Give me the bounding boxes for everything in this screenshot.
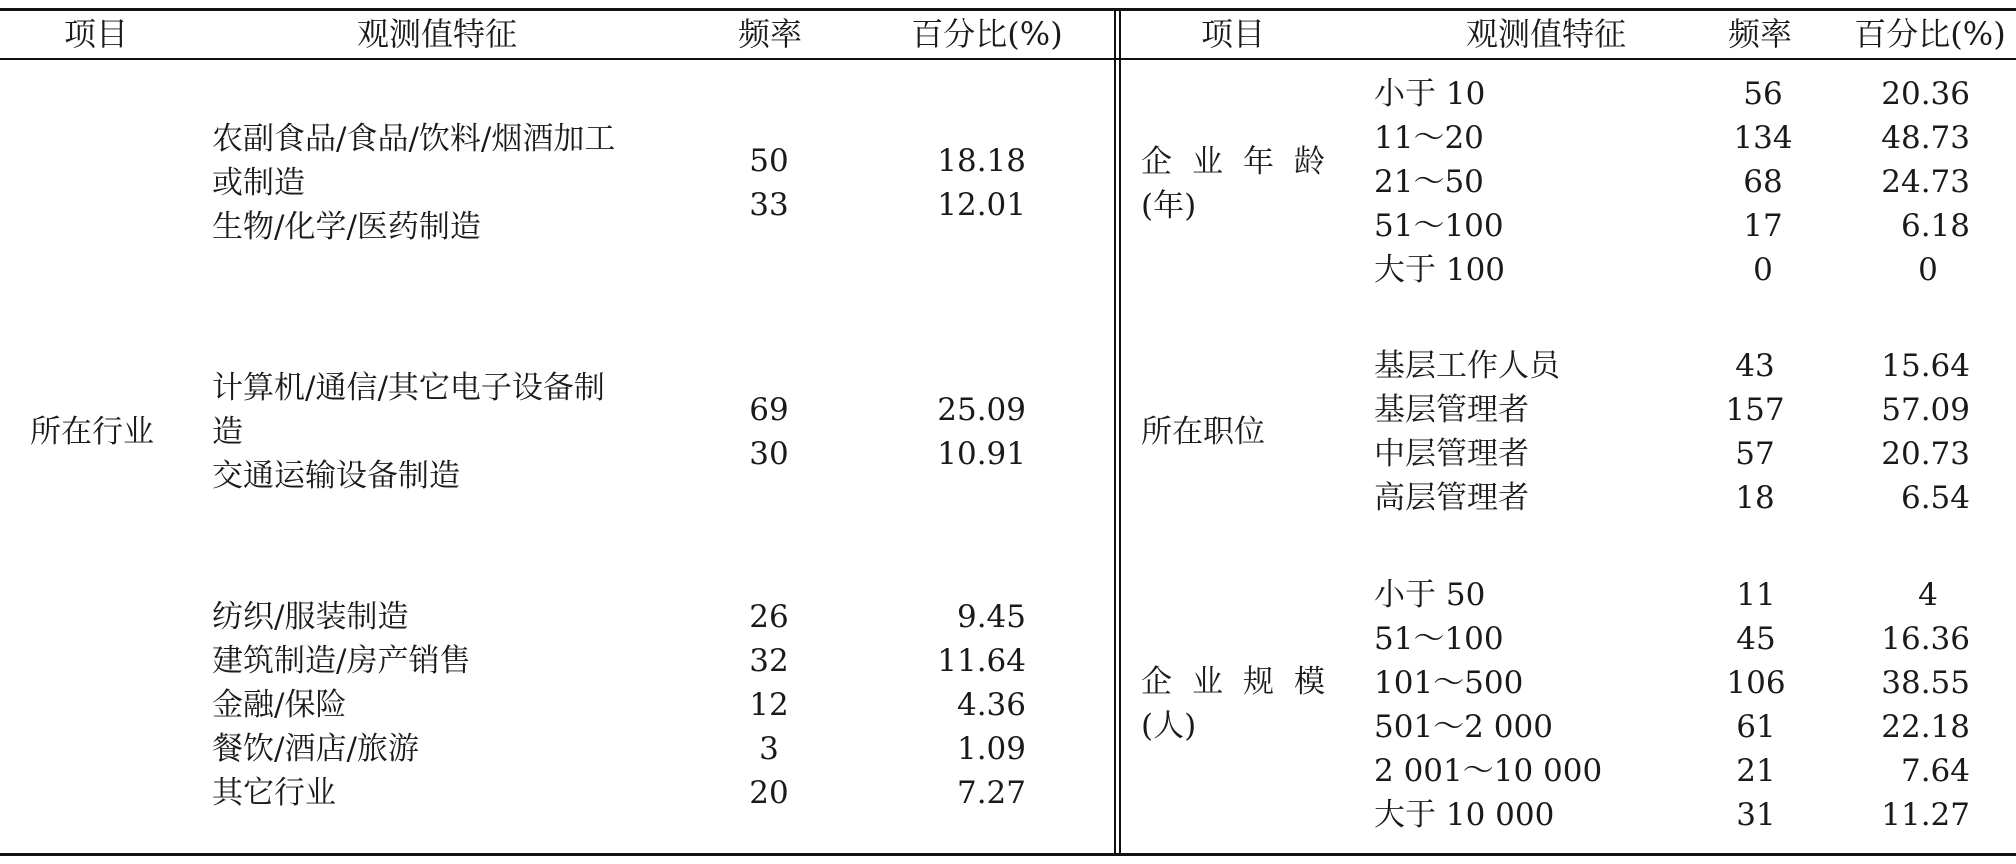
company-size-feature: 2 001～10 000 bbox=[1374, 753, 1603, 789]
position-feature: 基层工作人员 bbox=[1374, 348, 1560, 384]
position-frequency: 57 bbox=[1735, 436, 1775, 472]
position-group-label: 所在职位 bbox=[1141, 414, 1265, 450]
position-feature: 高层管理者 bbox=[1374, 480, 1529, 516]
industry-feature-line: 其它行业 bbox=[212, 775, 336, 811]
left-header-frequency: 频率 bbox=[737, 15, 803, 53]
company-age-percentage: 0 bbox=[1918, 252, 1938, 288]
company-age-group-unit: (年) bbox=[1141, 188, 1197, 224]
company-age-feature: 小于 10 bbox=[1374, 76, 1486, 112]
company-size-frequency: 21 bbox=[1736, 753, 1776, 789]
company-age-frequency: 17 bbox=[1743, 208, 1783, 244]
center-divider-left bbox=[1114, 8, 1116, 856]
industry-percentage: 25.09 bbox=[937, 392, 1026, 428]
right-header-percentage: 百分比(%) bbox=[1854, 15, 2006, 53]
company-size-group-unit: (人) bbox=[1141, 708, 1197, 744]
position-frequency: 157 bbox=[1725, 392, 1785, 428]
company-size-frequency: 106 bbox=[1726, 665, 1786, 701]
industry-frequency: 20 bbox=[749, 775, 789, 811]
left-header-item: 项目 bbox=[63, 15, 129, 53]
industry-frequency: 26 bbox=[749, 599, 789, 635]
industry-feature-line: 计算机/通信/其它电子设备制 bbox=[212, 370, 605, 406]
company-size-percentage: 7.64 bbox=[1900, 753, 1970, 789]
position-percentage: 6.54 bbox=[1900, 480, 1970, 516]
company-age-percentage: 6.18 bbox=[1900, 208, 1970, 244]
industry-frequency: 69 bbox=[749, 392, 789, 428]
industry-feature-line: 农副食品/食品/饮料/烟酒加工 bbox=[212, 121, 616, 157]
right-header-item: 项目 bbox=[1200, 15, 1266, 53]
industry-frequency: 12 bbox=[749, 687, 789, 723]
left-header-percentage: 百分比(%) bbox=[911, 15, 1063, 53]
company-size-percentage: 11.27 bbox=[1881, 797, 1970, 833]
industry-frequency: 3 bbox=[759, 731, 779, 767]
company-size-feature: 大于 10 000 bbox=[1374, 797, 1555, 833]
company-size-percentage: 22.18 bbox=[1881, 709, 1970, 745]
table-top-rule bbox=[0, 8, 2016, 11]
industry-frequency: 32 bbox=[749, 643, 789, 679]
company-age-feature: 大于 100 bbox=[1374, 252, 1506, 288]
company-size-percentage: 38.55 bbox=[1881, 665, 1970, 701]
company-size-feature: 501～2 000 bbox=[1374, 709, 1553, 745]
industry-feature-line: 生物/化学/医药制造 bbox=[212, 209, 481, 245]
company-age-percentage: 20.36 bbox=[1881, 76, 1970, 112]
company-size-frequency: 45 bbox=[1736, 621, 1776, 657]
industry-frequency: 33 bbox=[749, 187, 789, 223]
company-age-frequency: 0 bbox=[1753, 252, 1773, 288]
industry-percentage: 9.45 bbox=[956, 599, 1026, 635]
industry-percentage: 11.64 bbox=[937, 643, 1026, 679]
left-header-feature: 观测值特征 bbox=[356, 15, 518, 53]
position-percentage: 57.09 bbox=[1881, 392, 1970, 428]
company-age-percentage: 48.73 bbox=[1881, 120, 1970, 156]
position-percentage: 15.64 bbox=[1881, 348, 1970, 384]
industry-percentage: 1.09 bbox=[956, 731, 1026, 767]
industry-percentage: 7.27 bbox=[956, 775, 1026, 811]
industry-frequency: 50 bbox=[749, 143, 789, 179]
company-age-feature: 11～20 bbox=[1374, 120, 1484, 156]
position-feature: 基层管理者 bbox=[1374, 392, 1529, 428]
industry-percentage: 10.91 bbox=[937, 436, 1026, 472]
position-feature: 中层管理者 bbox=[1374, 436, 1529, 472]
company-age-feature: 51～100 bbox=[1374, 208, 1504, 244]
company-size-group-label: 企业规模 bbox=[1141, 664, 1345, 700]
center-divider-right bbox=[1119, 8, 1121, 856]
header-bottom-rule bbox=[0, 58, 2016, 60]
company-age-frequency: 56 bbox=[1743, 76, 1783, 112]
position-frequency: 18 bbox=[1735, 480, 1775, 516]
company-size-frequency: 31 bbox=[1736, 797, 1776, 833]
industry-percentage: 18.18 bbox=[937, 143, 1026, 179]
industry-group-label: 所在行业 bbox=[30, 414, 154, 450]
company-age-feature: 21～50 bbox=[1374, 164, 1484, 200]
company-size-frequency: 11 bbox=[1736, 577, 1776, 613]
company-size-percentage: 4 bbox=[1918, 577, 1938, 613]
right-header-frequency: 频率 bbox=[1727, 15, 1793, 53]
company-age-percentage: 24.73 bbox=[1881, 164, 1970, 200]
industry-feature-line: 建筑制造/房产销售 bbox=[212, 643, 471, 679]
industry-feature-line: 交通运输设备制造 bbox=[212, 458, 460, 494]
industry-feature-line: 纺织/服装制造 bbox=[212, 599, 409, 635]
company-size-feature: 小于 50 bbox=[1374, 577, 1486, 613]
industry-feature-line: 或制造 bbox=[212, 165, 305, 201]
company-age-group-label: 企业年龄 bbox=[1141, 144, 1345, 180]
position-frequency: 43 bbox=[1735, 348, 1775, 384]
company-size-frequency: 61 bbox=[1736, 709, 1776, 745]
industry-feature-line: 造 bbox=[212, 414, 243, 450]
company-age-frequency: 134 bbox=[1733, 120, 1793, 156]
right-header-feature: 观测值特征 bbox=[1465, 15, 1627, 53]
position-percentage: 20.73 bbox=[1881, 436, 1970, 472]
company-age-frequency: 68 bbox=[1743, 164, 1783, 200]
industry-frequency: 30 bbox=[749, 436, 789, 472]
company-size-percentage: 16.36 bbox=[1881, 621, 1970, 657]
company-size-feature: 51～100 bbox=[1374, 621, 1504, 657]
company-size-feature: 101～500 bbox=[1374, 665, 1524, 701]
table-bottom-rule bbox=[0, 853, 2016, 856]
industry-percentage: 12.01 bbox=[937, 187, 1026, 223]
industry-percentage: 4.36 bbox=[956, 687, 1026, 723]
industry-feature-line: 餐饮/酒店/旅游 bbox=[212, 731, 419, 767]
industry-feature-line: 金融/保险 bbox=[212, 687, 347, 723]
